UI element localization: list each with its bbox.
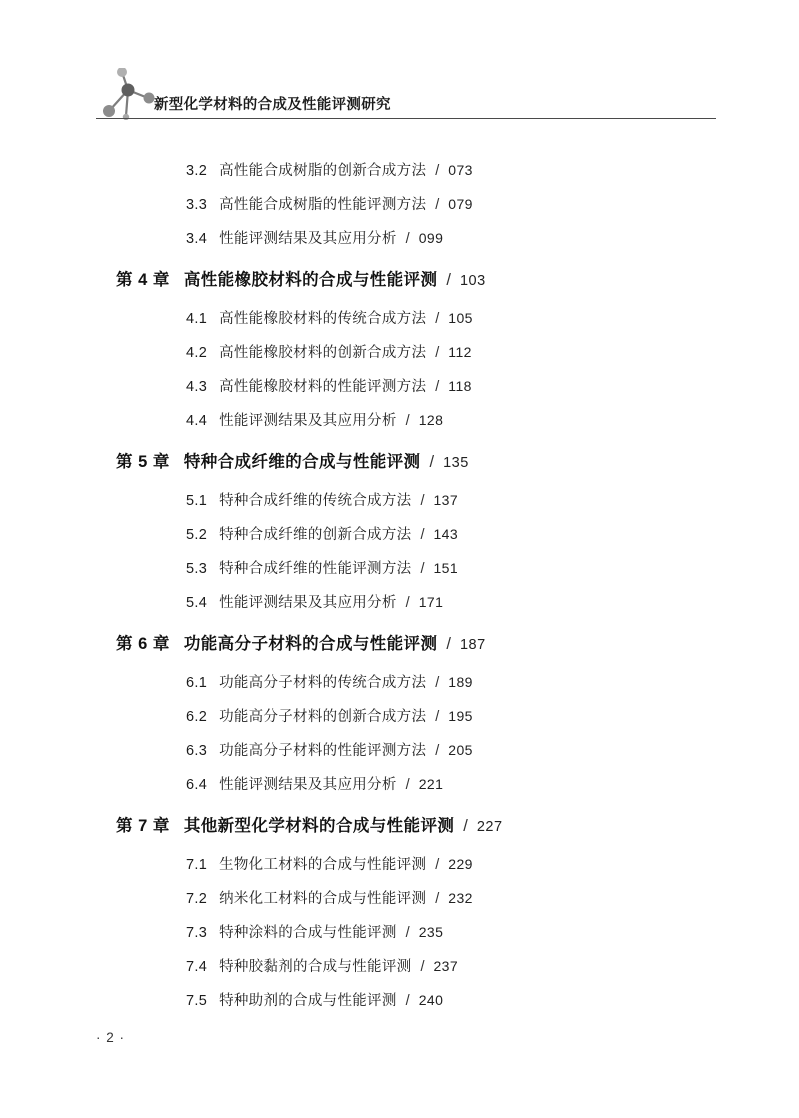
section-page-number: 235	[418, 923, 444, 940]
section-number: 7.5	[186, 992, 208, 1009]
chapter-page-number: 103	[459, 273, 486, 289]
section-separator: /	[435, 708, 440, 725]
chapter-title: 特种合成纤维的合成与性能评测	[183, 453, 421, 471]
toc-section-row[interactable]	[96, 334, 716, 368]
section-title: 高性能合成树脂的性能评测方法	[219, 196, 427, 213]
chapter-separator: /	[429, 453, 435, 471]
section-number: 5.1	[186, 492, 208, 509]
section-page-number: 195	[448, 707, 473, 724]
chapter-number: 第 6 章	[116, 635, 170, 653]
section-number: 5.2	[186, 526, 208, 543]
section-separator: /	[405, 776, 410, 793]
toc-chapter-row[interactable]	[96, 254, 716, 300]
toc-chapter-block	[96, 436, 716, 618]
section-page-number: 171	[418, 593, 444, 610]
section-separator: /	[435, 162, 440, 179]
section-title: 特种合成纤维的性能评测方法	[219, 560, 412, 577]
toc-section-row[interactable]	[96, 220, 716, 254]
section-number: 7.3	[186, 924, 208, 941]
chapter-page-number: 227	[476, 819, 503, 835]
section-separator: /	[405, 412, 410, 429]
section-number: 3.3	[186, 196, 208, 213]
section-title: 性能评测结果及其应用分析	[219, 776, 397, 793]
toc-chapter-block	[96, 254, 716, 436]
toc-section-row[interactable]	[96, 880, 716, 914]
section-page-number: 137	[433, 491, 459, 508]
section-separator: /	[435, 196, 440, 213]
section-separator: /	[435, 378, 440, 395]
section-page-number: 118	[448, 377, 472, 394]
toc-chapter-row[interactable]	[96, 618, 716, 664]
section-separator: /	[435, 344, 440, 361]
section-title: 高性能橡胶材料的传统合成方法	[219, 310, 427, 327]
toc-section-row[interactable]	[96, 846, 716, 880]
header-divider	[96, 118, 716, 119]
toc-chapter-block	[96, 800, 716, 1016]
toc-section-row[interactable]	[96, 186, 716, 220]
chapter-separator: /	[463, 817, 468, 835]
toc-section-row[interactable]	[96, 914, 716, 948]
section-title: 生物化工材料的合成与性能评测	[219, 856, 427, 873]
section-number: 3.4	[186, 230, 208, 247]
chapter-number: 第 4 章	[116, 271, 170, 289]
chapter-number: 第 7 章	[116, 817, 170, 835]
page-header	[96, 68, 716, 124]
chapter-separator: /	[446, 635, 451, 653]
toc-section-row[interactable]	[96, 516, 716, 550]
section-page-number: 205	[448, 741, 473, 758]
section-separator: /	[435, 310, 440, 327]
section-page-number: 229	[448, 855, 473, 872]
section-separator: /	[420, 560, 425, 577]
section-number: 6.3	[186, 742, 208, 759]
section-title: 性能评测结果及其应用分析	[219, 594, 397, 611]
toc-chapter-row[interactable]	[96, 800, 716, 846]
section-number: 7.2	[186, 890, 208, 907]
toc-section-row[interactable]	[96, 584, 716, 618]
section-title: 特种助剂的合成与性能评测	[219, 992, 397, 1009]
chapter-title: 高性能橡胶材料的合成与性能评测	[183, 271, 438, 289]
section-page-number: 232	[448, 889, 473, 906]
section-number: 4.1	[186, 310, 208, 327]
section-page-number: 240	[418, 991, 444, 1008]
section-number: 5.4	[186, 594, 208, 611]
section-number: 3.2	[186, 162, 208, 179]
chapter-page-number: 187	[459, 637, 486, 653]
toc-continued-sections	[96, 140, 716, 254]
section-title: 性能评测结果及其应用分析	[219, 412, 397, 429]
toc-section-row[interactable]	[96, 698, 716, 732]
section-page-number: 079	[448, 195, 473, 212]
section-number: 4.4	[186, 412, 208, 429]
toc-section-row[interactable]	[96, 300, 716, 334]
section-page-number: 105	[448, 309, 473, 326]
section-title: 高性能橡胶材料的性能评测方法	[219, 378, 427, 395]
toc-chapter-row[interactable]	[96, 436, 716, 482]
section-page-number: 073	[448, 161, 473, 178]
section-title: 功能高分子材料的创新合成方法	[219, 708, 427, 725]
toc-section-row[interactable]	[96, 152, 716, 186]
toc-section-row[interactable]	[96, 482, 716, 516]
chapter-separator: /	[446, 271, 451, 289]
section-separator: /	[435, 674, 440, 691]
section-separator: /	[420, 958, 425, 975]
section-page-number: 189	[448, 673, 473, 690]
table-of-contents	[96, 140, 716, 1016]
section-page-number: 128	[418, 411, 444, 428]
section-title: 特种合成纤维的创新合成方法	[219, 526, 412, 543]
chapter-number: 第 5 章	[116, 453, 170, 471]
toc-section-row[interactable]	[96, 982, 716, 1016]
toc-section-row[interactable]	[96, 402, 716, 436]
section-page-number: 151	[433, 559, 459, 576]
toc-section-row[interactable]	[96, 948, 716, 982]
section-title: 高性能合成树脂的创新合成方法	[219, 162, 427, 179]
section-separator: /	[405, 924, 410, 941]
section-number: 6.2	[186, 708, 208, 725]
section-number: 5.3	[186, 560, 208, 577]
section-page-number: 221	[418, 775, 444, 792]
section-separator: /	[405, 992, 410, 1009]
section-number: 7.1	[186, 856, 208, 873]
section-separator: /	[435, 890, 440, 907]
chapter-title: 其他新型化学材料的合成与性能评测	[183, 817, 455, 835]
toc-section-row[interactable]	[96, 368, 716, 402]
section-title: 特种合成纤维的传统合成方法	[219, 492, 412, 509]
toc-section-row[interactable]	[96, 664, 716, 698]
section-separator: /	[435, 856, 440, 873]
section-title: 性能评测结果及其应用分析	[219, 230, 397, 247]
section-page-number: 099	[418, 229, 444, 246]
toc-section-row[interactable]	[96, 732, 716, 766]
section-title: 特种涂料的合成与性能评测	[219, 924, 397, 941]
page-number-footer: · 2 ·	[96, 1030, 126, 1045]
section-number: 7.4	[186, 958, 208, 975]
section-number: 6.1	[186, 674, 208, 691]
toc-section-row[interactable]	[96, 766, 716, 800]
section-separator: /	[420, 526, 425, 543]
running-head-title: 新型化学材料的合成及性能评测研究	[154, 97, 391, 113]
chapter-page-number: 135	[443, 455, 469, 471]
section-separator: /	[420, 492, 425, 509]
section-title: 纳米化工材料的合成与性能评测	[219, 890, 427, 907]
section-separator: /	[405, 594, 410, 611]
section-number: 4.3	[186, 378, 208, 395]
section-title: 特种胶黏剂的合成与性能评测	[219, 958, 412, 975]
toc-chapter-block	[96, 618, 716, 800]
section-separator: /	[405, 230, 410, 247]
section-number: 6.4	[186, 776, 208, 793]
section-separator: /	[435, 742, 440, 759]
section-page-number: 112	[448, 343, 472, 360]
section-page-number: 237	[433, 957, 459, 974]
toc-section-row[interactable]	[96, 550, 716, 584]
section-title: 功能高分子材料的性能评测方法	[219, 742, 427, 759]
section-title: 功能高分子材料的传统合成方法	[219, 674, 427, 691]
chapter-title: 功能高分子材料的合成与性能评测	[183, 635, 438, 653]
section-title: 高性能橡胶材料的创新合成方法	[219, 344, 427, 361]
section-page-number: 143	[433, 525, 459, 542]
section-number: 4.2	[186, 344, 208, 361]
